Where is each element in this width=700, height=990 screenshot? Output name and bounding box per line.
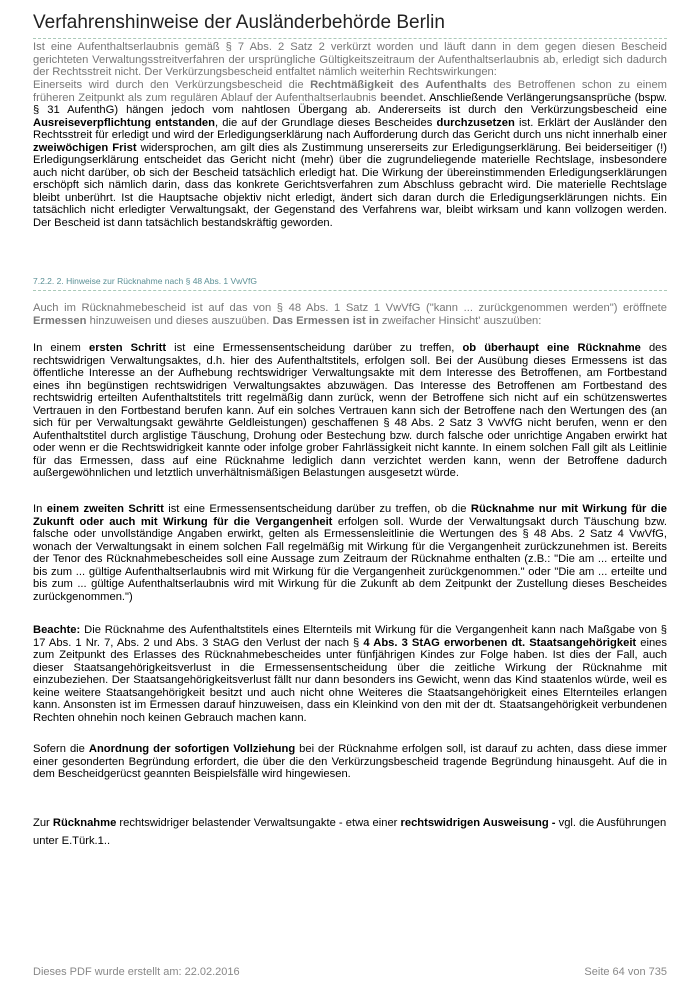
section-intro-paragraph: Auch im Rücknahmebescheid ist auf das von § 48 Abs. 1 Satz 1 VwVfG ("kann ... zurückgenommen werden") eröffnete Ermessen hinzuweisen und dieses auszuüben. Das Ermessen ist in zweifacher Hinsicht' auszuüben:: [33, 302, 667, 327]
footer-created-date: Dieses PDF wurde erstellt am: 22.02.2016: [33, 966, 240, 978]
second-step-paragraph: In einem zweiten Schritt ist eine Ermessensentscheidung darüber zu treffen, ob die Rücknahme nur mit Wirkung für die Zukunft oder auch mit Wirkung für die Vergangenheit erfolgen soll. Wurde der Verwaltungsakt durch Täuschung bzw. falsche oder unvollständige Angaben erwirkt, gelten als Ermessensleitlinie die Wertungen des § 48 Abs. 2 Satz 4 VwVfG, wonach der Verwaltungsakt in einem solchen Fall regelmäßig mit Wirkung für die Vergangenheit zurückzunehmen ist. Bereits der Tenor des Rücknahmebescheides soll eine Aussage zum Zeitraum der Rücknahme enthalten (z.B.: "Die am ... erteilte und bis zum ... gültige Aufenthaltserlaubnis wird mit Wirkung für die Vergangenheit zurückgenommen." oder "Die am ... erteilte und bis zum ... gültige Aufenthaltserlaubnis wird mit Wirkung für die Zukunft ab dem Zeitpunkt der Zustellung dieses Bescheides zurückgenommen."): [33, 503, 668, 603]
sofortige-vollziehung-paragraph: Sofern die Anordnung der sofortigen Vollziehung bei der Rücknahme erfolgen soll, ist darauf zu achten, dass diese immer einer gesonderten Begründung erfordert, die über die den Verkürzungsbescheid tragende Begründung hinausgeht. Auf die in dem Bescheidgerücst geannten Beispielsfälle wird hingewiesen.: [33, 743, 667, 780]
page-title: Verfahrenshinweise der Ausländerbehörde Berlin: [33, 12, 445, 33]
intro-paragraph-1: Ist eine Aufenthaltserlaubnis gemäß § 7 Abs. 2 Satz 2 verkürzt worden und läuft dann in dem gegen diesen Bescheid gerichteten Verwaltungsstreitverfahren der ursprüngliche Gültigkeitszeitraum der Aufenthaltserlaubnis ab, erledigt sich dadurch der Rechtsstreit nicht. Der Verkürzungsbescheid entfaltet nämlich weiterhin Rechtswirkungen:: [33, 41, 667, 78]
intro-paragraph-2: Einerseits wird durch den Verkürzungsbescheid die Rechtmäßigkeit des Aufenthalts des Betroffenen schon zu einem früheren Zeitpunkt als zum regulären Ablauf der Aufenthaltserlaubnis beendet. Anschließende Verlängerungsansprüche (bspw. § 31 AufenthG) hängen jedoch vom nahtlosen Übergang ab. Andererseits ist durch den Verkürzungsbescheid eine Ausreiseverpflichtung entstanden, die auf der Grundlage dieses Bescheides durchzusetzen ist. Erklärt der Ausländer den Rechtsstreit für erledigt und wird der Erledigungserklärung nach Aufforderung durch das Gericht durch uns nicht innerhalb einer zweiwöchigen Frist widersprochen, am gilt dies als Zustimmung unsererseits zur Erledigungserklärung. Bei beiderseitiger (!) Erledigungserklärung entscheidet das Gericht nicht (mehr) über die zugrundeliegende materielle Rechtslage, insbesondere auch nicht darüber, ob sich der Bescheid tatsächlich erledigt hat. Die Wirkung der übereinstimmenden Erledigungserklärungen erschöpft sich nämlich darin, dass das konkrete Gerichtsverfahren zum Abschluss gebracht wird. Die materielle Rechtslage bleibt unberührt. Ist die Hauptsache objektiv nicht erledigt, ändert sich daran durch die Erledigungserklärungen nichts. Ein tatsächlich nicht erledigter Verwaltungsakt, der Gegenstand des Verfahrens war, bleibt wirksam und kann vollzogen werden. Der Bescheid ist dann tatsächlich bestandskräftig geworden.: [33, 79, 667, 229]
ruecknahme-reference-paragraph: Zur Rücknahme rechtswidriger belastender Verwaltsungakte - etwa einer rechtswidrigen Ausweisung - vgl. die Ausführungen unter E.Türk.1..: [33, 817, 667, 847]
footer-page-number: Seite 64 von 735: [584, 966, 667, 978]
first-step-paragraph: In einem ersten Schritt ist eine Ermessensentscheidung darüber zu treffen, ob überhaupt eine Rücknahme des rechtswidrigen Verwaltungsaktes, d.h. hier des Aufenthaltstitels, erfolgen soll. Bei der Ausübung dieses Ermessens ist das öffentliche Interesse an der Aufhebung rechtswidriger Verwaltungsakte mit dem Interesse des Betroffenen, am Fortbestand eines ihn begünstigen rechtswidrigen Verwaltungsaktes abzuwägen. Das Interesse des Betroffenen am Fortbestand des rechtswidrig erteilten Aufenthaltstitels tritt regelmäßig dann zurück, wenn der Betroffene sich nicht auf ein schützenswertes Vertrauen in den Fortbestand berufen kann. Auf ein solches Vertrauen kann sich der Betroffene nach den Wertungen des (an sich für per Verwaltungsakt gewährte Geldleistungen) geschaffenen § 48 Abs. 2 Satz 3 VwVfG nicht berufen, wenn er den Aufenthaltstitel durch arglistige Täuschung, Drohung oder Bestechung bzw. durch falsche oder unrichtige Angaben erwirkt hat oder wenn er die Rechtswidrigkeit kannte oder infolge grober Fahrlässigkeit nicht kannte. In einem solchen Fall gilt als Leitlinie für das Ermessen, dass auf eine Rücknahme lediglich dann verzichtet werden kann, wenn der Betroffene dadurch außergewöhnlichen und letztlich unverhältnismäßigen Belastungen ausgesetzt würde.: [33, 342, 667, 479]
title-divider: [33, 38, 667, 39]
section-divider: [33, 290, 667, 291]
beachte-paragraph: Beachte: Die Rücknahme des Aufenthaltstitels eines Elternteils mit Wirkung für die Vergangenheit kann nach Maßgabe von § 17 Abs. 1 Nr. 7, Abs. 2 und Abs. 3 StAG den Verlust der nach § 4 Abs. 3 StAG erworbenen dt. Staatsangehörigkeit eines zum Zeitpunkt des Erlasses des Rücknahmebescheides unter fünfjährigen Kindes zur Folge haben. Ist dies der Fall, auch dieser Staatsangehörigkeitsverlust in die Ermessensentscheidung über die zeitliche Wirkung der Rücknahme mit einzubeziehen. Der Staatsangehörigkeitsverlust fällt nur dann besonders ins Gewicht, wenn das Kind staatenlos würde, weil es keine weitere Staatsangehörigkeit besitzt und auch nicht ohne Weiteres die Staatsangehörigkeit eines Elternteiles erlangen kann. Ansonsten ist im Ermessen darauf hinzuweisen, dass ein Kleinkind von den mit der dt. Staatsangehörigkeit verbundenen Rechten ohnehin noch keinen Gebrauch machen kann.: [33, 624, 667, 724]
section-heading: 7.2.2. 2. Hinweise zur Rücknahme nach § 48 Abs. 1 VwVfG: [33, 276, 257, 286]
